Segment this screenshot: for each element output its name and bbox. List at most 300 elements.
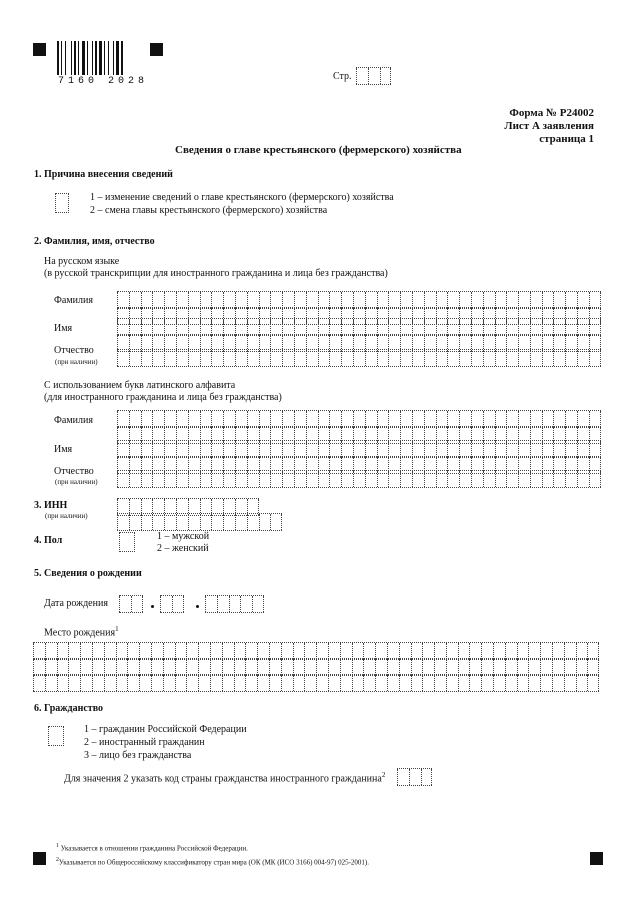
input-cell[interactable] [163,675,175,691]
citizenship-field[interactable] [48,726,64,746]
input-cell[interactable] [211,350,223,366]
input-cell[interactable] [446,643,458,659]
input-cell[interactable] [400,471,412,487]
input-cell[interactable] [530,441,542,457]
input-cell[interactable] [152,292,164,308]
input-cell[interactable] [495,350,507,366]
input-cell[interactable] [141,411,153,427]
input-cell[interactable] [553,411,565,427]
input-cell[interactable] [565,319,577,335]
input-cell[interactable] [363,675,375,691]
input-cell[interactable] [282,350,294,366]
input-cell[interactable] [117,350,129,366]
input-cell[interactable] [471,411,483,427]
input-cell[interactable] [353,292,365,308]
input-cell[interactable] [104,675,116,691]
input-cell[interactable] [198,659,210,675]
input-cell[interactable] [188,514,200,530]
input-cell[interactable] [176,514,188,530]
input-cell[interactable] [92,643,104,659]
input-cell[interactable] [247,411,259,427]
input-cell[interactable] [200,292,212,308]
input-cell[interactable] [200,319,212,335]
input-cell[interactable] [493,675,505,691]
input-cell[interactable] [589,441,601,457]
input-cell[interactable] [471,319,483,335]
input-cell[interactable] [436,319,448,335]
input-cell[interactable] [483,292,495,308]
input-cell[interactable] [483,471,495,487]
input-cell[interactable] [33,675,45,691]
input-cell[interactable] [506,441,518,457]
input-cell[interactable] [377,471,389,487]
input-cell[interactable] [270,411,282,427]
input-cell[interactable] [306,471,318,487]
input-cell[interactable] [495,319,507,335]
input-cell[interactable] [172,596,184,612]
input-cell[interactable] [247,514,259,530]
input-cell[interactable] [68,675,80,691]
input-cell[interactable] [506,471,518,487]
input-cell[interactable] [282,411,294,427]
input-cell[interactable] [411,643,423,659]
input-cell[interactable] [328,659,340,675]
input-cell[interactable] [424,350,436,366]
input-cell[interactable] [188,411,200,427]
input-cell[interactable] [282,471,294,487]
input-cell[interactable] [553,292,565,308]
input-cell[interactable] [397,769,409,785]
input-cell[interactable] [356,68,368,84]
input-cell[interactable] [129,350,141,366]
input-cell[interactable] [259,514,271,530]
input-cell[interactable] [257,659,269,675]
input-cell[interactable] [542,292,554,308]
input-cell[interactable] [259,319,271,335]
input-cell[interactable] [495,411,507,427]
input-cell[interactable] [447,350,459,366]
input-cell[interactable] [388,411,400,427]
input-cell[interactable] [318,319,330,335]
input-cell[interactable] [257,675,269,691]
input-cell[interactable] [247,319,259,335]
input-cell[interactable] [353,319,365,335]
input-cell[interactable] [353,411,365,427]
birth-month-field[interactable] [160,595,184,613]
input-cell[interactable] [577,411,589,427]
input-cell[interactable] [152,350,164,366]
input-cell[interactable] [139,643,151,659]
lat-patronymic-field[interactable] [117,470,601,488]
input-cell[interactable] [483,441,495,457]
input-cell[interactable] [294,350,306,366]
input-cell[interactable] [446,659,458,675]
input-cell[interactable] [565,441,577,457]
input-cell[interactable] [542,411,554,427]
input-cell[interactable] [329,441,341,457]
input-cell[interactable] [552,643,564,659]
input-cell[interactable] [353,471,365,487]
input-cell[interactable] [117,292,129,308]
input-cell[interactable] [352,675,364,691]
input-cell[interactable] [270,319,282,335]
input-cell[interactable] [116,675,128,691]
input-cell[interactable] [436,350,448,366]
input-cell[interactable] [164,514,176,530]
input-cell[interactable] [259,292,271,308]
input-cell[interactable] [377,350,389,366]
input-cell[interactable] [368,68,380,84]
input-cell[interactable] [363,659,375,675]
input-cell[interactable] [365,350,377,366]
input-cell[interactable] [294,319,306,335]
input-cell[interactable] [282,292,294,308]
input-cell[interactable] [352,643,364,659]
input-cell[interactable] [530,350,542,366]
input-cell[interactable] [363,643,375,659]
input-cell[interactable] [200,441,212,457]
input-cell[interactable] [68,643,80,659]
input-cell[interactable] [341,471,353,487]
input-cell[interactable] [577,292,589,308]
input-cell[interactable] [293,675,305,691]
input-cell[interactable] [281,659,293,675]
input-cell[interactable] [200,471,212,487]
input-cell[interactable] [235,441,247,457]
input-cell[interactable] [119,596,131,612]
input-cell[interactable] [129,319,141,335]
input-cell[interactable] [341,441,353,457]
input-cell[interactable] [387,643,399,659]
input-cell[interactable] [528,675,540,691]
input-cell[interactable] [400,319,412,335]
input-cell[interactable] [210,659,222,675]
input-cell[interactable] [576,643,588,659]
input-cell[interactable] [505,675,517,691]
input-cell[interactable] [458,643,470,659]
input-cell[interactable] [565,411,577,427]
input-cell[interactable] [375,675,387,691]
input-cell[interactable] [400,292,412,308]
input-cell[interactable] [164,441,176,457]
input-cell[interactable] [564,643,576,659]
input-cell[interactable] [139,659,151,675]
input-cell[interactable] [576,675,588,691]
input-cell[interactable] [294,292,306,308]
input-cell[interactable] [412,441,424,457]
input-cell[interactable] [240,596,252,612]
input-cell[interactable] [506,350,518,366]
input-cell[interactable] [412,350,424,366]
input-cell[interactable] [33,643,45,659]
input-cell[interactable] [252,596,264,612]
input-cell[interactable] [235,350,247,366]
input-cell[interactable] [329,471,341,487]
input-cell[interactable] [495,292,507,308]
input-cell[interactable] [388,350,400,366]
input-cell[interactable] [483,319,495,335]
input-cell[interactable] [117,411,129,427]
input-cell[interactable] [377,441,389,457]
input-cell[interactable] [116,643,128,659]
input-cell[interactable] [211,411,223,427]
input-cell[interactable] [459,319,471,335]
input-cell[interactable] [589,411,601,427]
input-cell[interactable] [188,350,200,366]
input-cell[interactable] [459,350,471,366]
input-cell[interactable] [198,643,210,659]
input-cell[interactable] [436,471,448,487]
input-cell[interactable] [104,659,116,675]
input-cell[interactable] [259,471,271,487]
input-cell[interactable] [530,319,542,335]
input-cell[interactable] [269,659,281,675]
input-cell[interactable] [436,411,448,427]
input-cell[interactable] [340,675,352,691]
input-cell[interactable] [269,675,281,691]
input-cell[interactable] [377,411,389,427]
input-cell[interactable] [229,596,241,612]
input-cell[interactable] [506,292,518,308]
input-cell[interactable] [117,441,129,457]
input-cell[interactable] [589,471,601,487]
input-cell[interactable] [424,411,436,427]
input-cell[interactable] [152,411,164,427]
input-cell[interactable] [176,350,188,366]
input-cell[interactable] [365,471,377,487]
input-cell[interactable] [163,659,175,675]
input-cell[interactable] [223,441,235,457]
input-cell[interactable] [235,319,247,335]
input-cell[interactable] [409,769,421,785]
input-cell[interactable] [518,350,530,366]
input-cell[interactable] [469,675,481,691]
input-cell[interactable] [152,514,164,530]
input-cell[interactable] [329,350,341,366]
input-cell[interactable] [186,643,198,659]
input-cell[interactable] [341,292,353,308]
input-cell[interactable] [294,411,306,427]
input-cell[interactable] [45,643,57,659]
input-cell[interactable] [459,411,471,427]
input-cell[interactable] [318,292,330,308]
input-cell[interactable] [151,675,163,691]
input-cell[interactable] [436,441,448,457]
input-cell[interactable] [388,441,400,457]
input-cell[interactable] [564,659,576,675]
input-cell[interactable] [245,675,257,691]
input-cell[interactable] [375,659,387,675]
input-cell[interactable] [458,675,470,691]
input-cell[interactable] [375,643,387,659]
input-cell[interactable] [304,675,316,691]
input-cell[interactable] [217,596,229,612]
input-cell[interactable] [365,411,377,427]
input-cell[interactable] [45,675,57,691]
input-cell[interactable] [576,659,588,675]
input-cell[interactable] [388,292,400,308]
input-cell[interactable] [117,514,129,530]
input-cell[interactable] [198,675,210,691]
input-cell[interactable] [365,319,377,335]
input-cell[interactable] [469,659,481,675]
input-cell[interactable] [540,675,552,691]
input-cell[interactable] [316,675,328,691]
input-cell[interactable] [400,350,412,366]
input-cell[interactable] [517,643,529,659]
input-cell[interactable] [352,659,364,675]
input-cell[interactable] [222,675,234,691]
input-cell[interactable] [164,292,176,308]
input-cell[interactable] [388,471,400,487]
input-cell[interactable] [188,441,200,457]
input-cell[interactable] [293,659,305,675]
input-cell[interactable] [164,471,176,487]
input-cell[interactable] [353,350,365,366]
input-cell[interactable] [247,471,259,487]
input-cell[interactable] [188,471,200,487]
input-cell[interactable] [127,643,139,659]
input-cell[interactable] [57,643,69,659]
input-cell[interactable] [210,675,222,691]
input-cell[interactable] [127,675,139,691]
input-cell[interactable] [223,350,235,366]
input-cell[interactable] [176,319,188,335]
input-cell[interactable] [518,319,530,335]
input-cell[interactable] [587,659,599,675]
input-cell[interactable] [117,319,129,335]
input-cell[interactable] [222,643,234,659]
input-cell[interactable] [247,441,259,457]
input-cell[interactable] [247,292,259,308]
input-cell[interactable] [211,441,223,457]
input-cell[interactable] [436,292,448,308]
input-cell[interactable] [104,643,116,659]
input-cell[interactable] [365,292,377,308]
input-cell[interactable] [471,292,483,308]
input-cell[interactable] [506,319,518,335]
input-cell[interactable] [141,350,153,366]
input-cell[interactable] [127,659,139,675]
input-cell[interactable] [235,471,247,487]
input-cell[interactable] [141,292,153,308]
input-cell[interactable] [540,643,552,659]
input-cell[interactable] [400,441,412,457]
input-cell[interactable] [518,411,530,427]
input-cell[interactable] [493,643,505,659]
input-cell[interactable] [164,411,176,427]
input-cell[interactable] [565,292,577,308]
input-cell[interactable] [160,596,172,612]
input-cell[interactable] [211,292,223,308]
input-cell[interactable] [329,292,341,308]
input-cell[interactable] [434,643,446,659]
input-cell[interactable] [340,643,352,659]
input-cell[interactable] [293,643,305,659]
input-cell[interactable] [495,471,507,487]
input-cell[interactable] [188,319,200,335]
input-cell[interactable] [422,643,434,659]
input-cell[interactable] [424,292,436,308]
input-cell[interactable] [151,659,163,675]
input-cell[interactable] [577,441,589,457]
input-cell[interactable] [387,675,399,691]
ru-patronymic-field[interactable] [117,349,601,367]
input-cell[interactable] [211,471,223,487]
input-cell[interactable] [380,68,392,84]
input-cell[interactable] [186,675,198,691]
input-cell[interactable] [542,471,554,487]
input-cell[interactable] [424,441,436,457]
input-cell[interactable] [553,319,565,335]
input-cell[interactable] [175,659,187,675]
input-cell[interactable] [447,411,459,427]
input-cell[interactable] [589,319,601,335]
input-cell[interactable] [447,292,459,308]
input-cell[interactable] [447,319,459,335]
input-cell[interactable] [483,411,495,427]
input-cell[interactable] [117,471,129,487]
input-cell[interactable] [469,643,481,659]
input-cell[interactable] [412,411,424,427]
input-cell[interactable] [57,659,69,675]
input-cell[interactable] [235,514,247,530]
input-cell[interactable] [411,659,423,675]
input-cell[interactable] [116,659,128,675]
input-cell[interactable] [57,675,69,691]
input-cell[interactable] [424,319,436,335]
input-cell[interactable] [446,675,458,691]
input-cell[interactable] [589,292,601,308]
input-cell[interactable] [223,514,235,530]
input-cell[interactable] [328,643,340,659]
inn-field-2[interactable] [117,513,282,531]
input-cell[interactable] [459,292,471,308]
input-cell[interactable] [387,659,399,675]
input-cell[interactable] [164,319,176,335]
input-cell[interactable] [304,643,316,659]
input-cell[interactable] [493,659,505,675]
input-cell[interactable] [306,441,318,457]
input-cell[interactable] [175,675,187,691]
input-cell[interactable] [306,292,318,308]
input-cell[interactable] [540,659,552,675]
input-cell[interactable] [412,319,424,335]
birth-year-field[interactable] [205,595,264,613]
input-cell[interactable] [495,441,507,457]
input-cell[interactable] [421,769,433,785]
input-cell[interactable] [589,350,601,366]
input-cell[interactable] [80,643,92,659]
input-cell[interactable] [530,292,542,308]
input-cell[interactable] [481,643,493,659]
input-cell[interactable] [459,441,471,457]
input-cell[interactable] [141,514,153,530]
input-cell[interactable] [329,319,341,335]
input-cell[interactable] [483,350,495,366]
input-cell[interactable] [68,659,80,675]
input-cell[interactable] [245,659,257,675]
input-cell[interactable] [186,659,198,675]
input-cell[interactable] [553,441,565,457]
input-cell[interactable] [399,659,411,675]
input-cell[interactable] [129,441,141,457]
input-cell[interactable] [530,411,542,427]
input-cell[interactable] [328,675,340,691]
input-cell[interactable] [164,350,176,366]
input-cell[interactable] [365,441,377,457]
input-cell[interactable] [282,441,294,457]
